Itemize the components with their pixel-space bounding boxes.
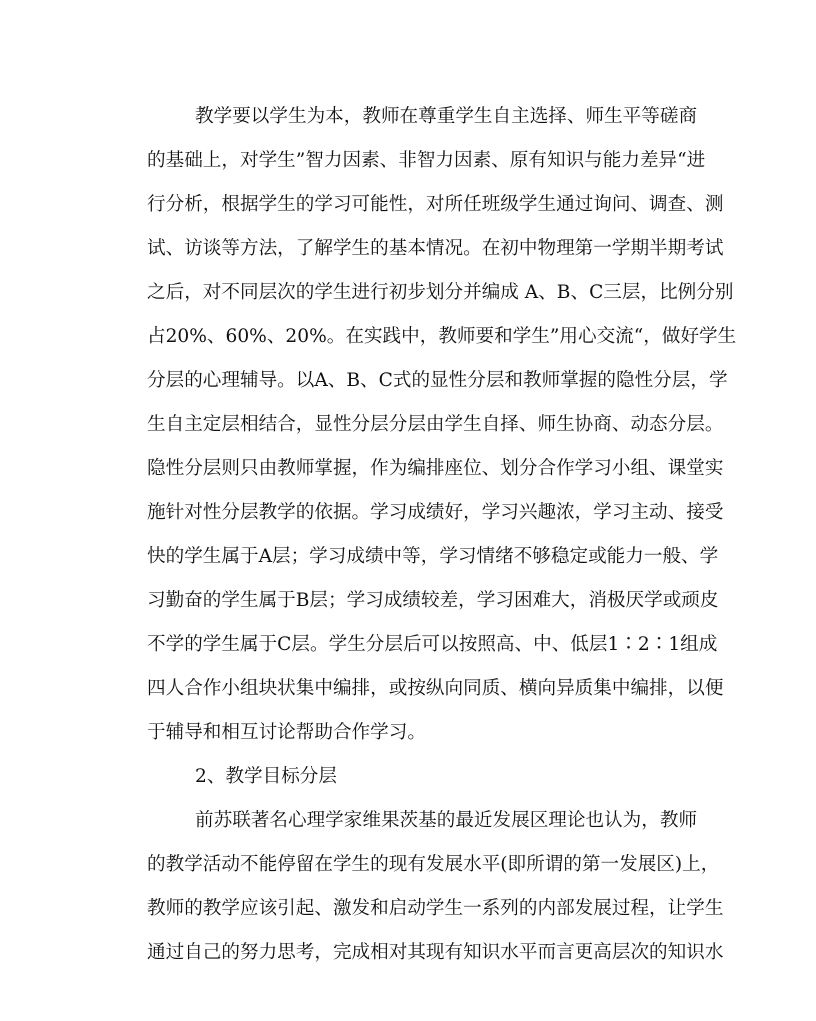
- paragraph-2-line: 教师的教学应该引起、激发和启动学生一系列的内部发展过程，让学生: [147, 898, 724, 919]
- paragraph-1-line: 之后，对不同层次的学生进行初步划分并编成 A、B、C三层，比例分别: [147, 282, 734, 303]
- section-heading: 2、教学目标分层: [195, 766, 337, 787]
- paragraph-1-line: 施针对性分层教学的依据。学习成绩好，学习兴趣浓，学习主动、接受: [147, 502, 724, 523]
- paragraph-1-line: 试、访谈等方法，了解学生的基本情况。在初中物理第一学期半期考试: [147, 238, 724, 259]
- paragraph-2-line: 的教学活动不能停留在学生的现有发展水平(即所谓的第一发展区)上，: [147, 854, 720, 875]
- paragraph-1-line: 占20%、60%、20%。在实践中，教师要和学生”用心交流“，做好学生: [147, 326, 737, 347]
- paragraph-1-line: 于辅导和相互讨论帮助合作学习。: [147, 722, 426, 743]
- paragraph-1-line: 快的学生属于A层；学习成绩中等，学习情绪不够稳定或能力一般、学: [147, 546, 719, 567]
- paragraph-1-line: 行分析，根据学生的学习可能性，对所任班级学生通过询问、调查、测: [147, 194, 724, 215]
- paragraph-1-line: 隐性分层则只由教师掌握，作为编排座位、划分合作学习小组、课堂实: [147, 458, 724, 479]
- paragraph-2-line: 通过自己的努力思考，完成相对其现有知识水平而言更高层次的知识水: [147, 942, 724, 963]
- paragraph-2-line: 前苏联著名心理学家维果茨基的最近发展区理论也认为，教师: [195, 810, 698, 831]
- paragraph-1-line: 生自主定层相结合，显性分层分层由学生自择、师生协商、动态分层。: [147, 414, 724, 435]
- paragraph-1-line: 习勤奋的学生属于B层；学习成绩较差，学习困难大，消极厌学或顽皮: [147, 590, 719, 611]
- paragraph-1-line: 不学的学生属于C层。学生分层后可以按照高、中、低层1∶2∶1组成: [147, 634, 718, 655]
- paragraph-1-line: 四人合作小组块状集中编排，或按纵向同质、横向异质集中编排，以便: [147, 678, 724, 699]
- paragraph-1-line: 的基础上，对学生”智力因素、非智力因素、原有知识与能力差异“进: [147, 150, 706, 171]
- paragraph-1-line: 教学要以学生为本，教师在尊重学生自主选择、师生平等磋商: [195, 106, 698, 127]
- paragraph-1-line: 分层的心理辅导。以A、B、C式的显性分层和教师掌握的隐性分层，学: [147, 370, 728, 391]
